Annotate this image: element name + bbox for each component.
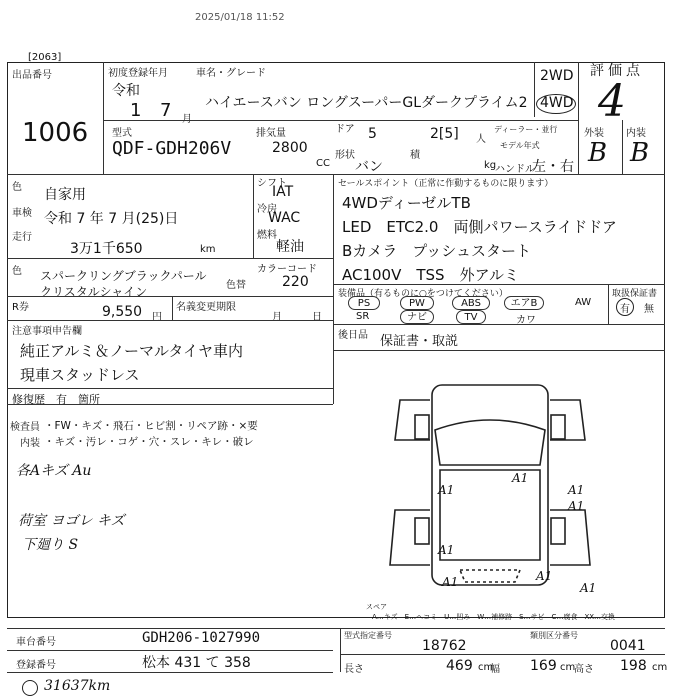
recycle-unit: 円	[152, 312, 162, 323]
first-reg-label: 初度登録年月	[108, 68, 168, 79]
doors-label: ドア	[335, 124, 355, 135]
damage-mark: A1	[580, 581, 597, 595]
sale-point-2: LED ETC2.0 両側パワースライドドア	[342, 218, 617, 236]
reg-era: 令和	[112, 83, 140, 99]
width: 169	[530, 658, 557, 674]
inspection-label: 車検	[12, 208, 32, 219]
reg-month: 7	[160, 100, 172, 121]
doors: 5	[368, 126, 377, 142]
height-label: 高さ	[574, 664, 594, 675]
equip-sr: SR	[356, 311, 370, 322]
damage-mark: A1	[536, 569, 553, 583]
warranty-has: 有	[620, 304, 630, 315]
handle: 左・右	[532, 159, 574, 175]
ext-inspect-items: ・FW・キズ・飛石・ヒビ割・リペア跡・×要	[44, 420, 258, 432]
class-no-label: 類別区分番号	[530, 631, 578, 640]
usage: 自家用	[44, 187, 86, 203]
damage-mark: A1	[442, 575, 459, 589]
sheet-code: [2063]	[28, 52, 62, 63]
damage-legend: A…キズ E…ヘコミ U…凹み W…補修跡 S…サビ C…腐食 XX…交換	[372, 613, 616, 621]
length-label: 長さ	[344, 664, 364, 675]
equip-aw: AW	[575, 297, 592, 308]
model-code: QDF-GDH206V	[112, 138, 232, 159]
ac-label: 冷房	[257, 204, 277, 215]
spare-label: スペア	[366, 603, 387, 611]
sale-point-3: Bカメラ プッシュスタート	[342, 242, 531, 260]
car-damage-diagram	[340, 370, 640, 600]
plate-label: 登録番号	[16, 660, 56, 671]
title-expiry-day: 日	[312, 312, 322, 323]
handle-label: ハンドル	[495, 164, 535, 175]
recycle-label: R券	[12, 302, 29, 313]
dealer-label: ディーラー・並行	[494, 125, 558, 134]
lot-label: 出品番号	[12, 70, 52, 81]
notes-line2: 現車スタッドレス	[20, 366, 140, 384]
height: 198	[620, 658, 647, 674]
model-year-label: モデル年式	[500, 141, 540, 150]
equip-abs: ABS	[452, 296, 490, 310]
color-label: 色	[12, 266, 22, 277]
sale-point-4: AC100V TSS 外アルミ	[342, 266, 519, 284]
shift-label: シフト	[257, 178, 287, 189]
mileage-label: 走行	[12, 232, 32, 243]
exterior-grade: B	[588, 138, 608, 168]
color-name: スパークリングブラックパールクリスタルシャイン	[40, 269, 207, 299]
handwritten-note-2: 荷室 ヨゴレ キズ	[18, 513, 125, 529]
damage-mark: A1	[568, 483, 585, 497]
interior-grade: B	[630, 138, 650, 168]
handwritten-note-1: 各Aキズ Au	[16, 463, 92, 479]
exterior-label: 外装	[584, 128, 604, 139]
drive-4wd: 4WD	[540, 95, 574, 111]
chassis-label: 車台番号	[16, 637, 56, 648]
type-no-label: 型式指定番号	[344, 631, 392, 640]
warranty-label: 取扱保証書	[612, 289, 658, 299]
capacity: 2[5]	[430, 126, 459, 142]
odo-mark-circle	[22, 680, 38, 696]
after-label: 後日品	[338, 330, 368, 341]
mileage-unit: km	[200, 244, 216, 255]
print-datetime: 2025/01/18 11:52	[195, 12, 285, 23]
odometer-note: 31637km	[44, 678, 111, 694]
damage-mark: A1	[438, 543, 455, 557]
width-unit: cm	[560, 662, 576, 673]
lot-number: 1006	[22, 118, 89, 148]
sale-point-1: 4WDディーゼルTB	[342, 194, 471, 212]
recycle-value: 9,550	[102, 304, 143, 320]
fuel-label: 燃料	[257, 230, 277, 241]
damage-mark: A1	[512, 471, 529, 485]
interior-label: 内装	[626, 128, 646, 139]
equip-ps: PS	[348, 296, 380, 310]
equip-leather: カワ	[516, 315, 536, 326]
type-no: 18762	[422, 638, 467, 654]
damage-mark: A1	[438, 483, 455, 497]
load-label: 積	[410, 150, 420, 161]
reg-month-unit: 月	[182, 114, 192, 125]
equip-airbag: エアB	[504, 296, 544, 310]
height-unit: cm	[652, 662, 668, 673]
grade-score: 4	[598, 76, 626, 127]
displacement-unit: CC	[316, 158, 330, 169]
length: 469	[446, 658, 473, 674]
int-inspect-items: ・キズ・汚レ・コゲ・穴・スレ・キレ・破レ	[44, 436, 254, 448]
equipment-label: 装備品（有るものに○をつけてください）	[338, 289, 508, 299]
int-inspect-label: 内装	[20, 438, 40, 449]
equip-tv: TV	[456, 310, 486, 324]
inspection-date: 令和 7 年 7 月(25)日	[44, 211, 179, 227]
reg-year: 1	[130, 100, 142, 121]
car-name: ハイエースバン ロングスーパーGLダークプライム2	[205, 95, 528, 111]
shift: IAT	[272, 184, 294, 200]
model-label: 型式	[112, 128, 132, 139]
repair-history: 修復歴 有 箇所	[12, 393, 100, 406]
length-unit: cm	[478, 662, 494, 673]
colorcode-label: カラーコード	[257, 264, 317, 275]
grade-label: 評価点	[590, 63, 644, 79]
sale-points-label: セールスポイント（正常に作動するものに限ります）	[338, 179, 554, 189]
fuel: 軽油	[276, 239, 304, 255]
ext-inspect-label: 検査員	[10, 422, 40, 433]
name-grade-label: 車名・グレード	[196, 68, 266, 79]
after-items: 保証書・取説	[380, 334, 459, 349]
damage-mark: A1	[568, 499, 585, 513]
notes-label: 注意事項申告欄	[12, 326, 82, 337]
equip-pw: PW	[400, 296, 434, 310]
shape: バン	[355, 159, 383, 175]
ac: WAC	[268, 210, 301, 226]
equip-navi: ナビ	[400, 310, 434, 324]
color-change-label: 色替	[226, 280, 246, 291]
shape-label: 形状	[335, 150, 355, 161]
width-label: 幅	[490, 664, 500, 675]
usage-label: 色	[12, 182, 22, 193]
capacity-unit: 人	[476, 134, 486, 145]
drive-2wd: 2WD	[540, 68, 574, 84]
warranty-none: 無	[644, 304, 654, 315]
class-no: 0041	[610, 638, 646, 654]
handwritten-note-3: 下廻り S	[22, 537, 79, 553]
color-code: 220	[282, 274, 309, 290]
title-expiry-label: 名義変更期限	[176, 302, 236, 313]
chassis-number: GDH206-1027990	[142, 630, 261, 646]
title-expiry-month: 月	[272, 312, 282, 323]
mileage: 3万1千650	[70, 241, 143, 257]
notes-line1: 純正アルミ＆ノーマルタイヤ車内	[20, 342, 244, 360]
plate-number: 松本 431 て 358	[142, 655, 251, 671]
displacement-label: 排気量	[256, 128, 286, 139]
displacement: 2800	[272, 140, 308, 156]
kg-label: kg	[484, 160, 497, 171]
